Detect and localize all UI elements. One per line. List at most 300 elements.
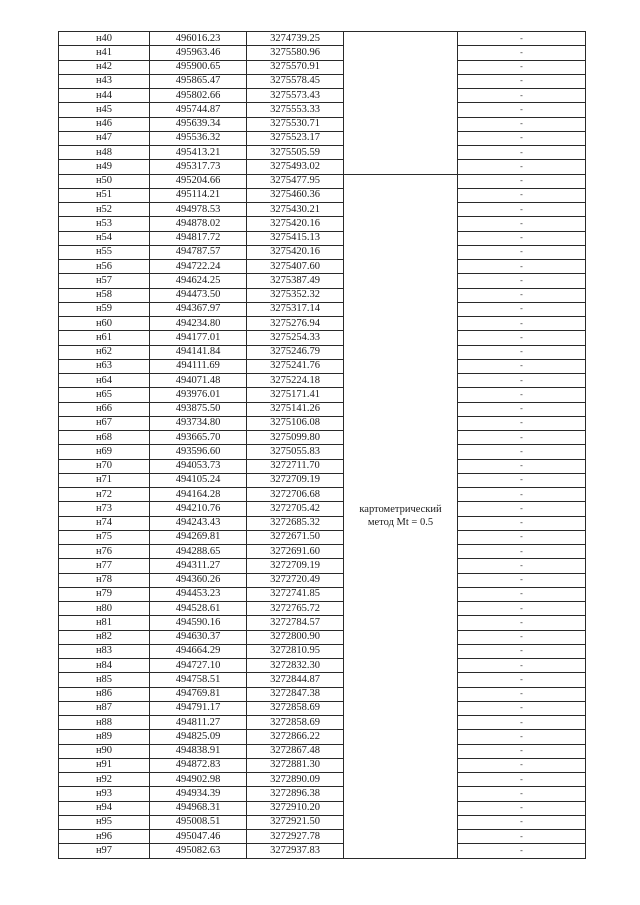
point-number-cell: н97	[59, 844, 150, 858]
point-number-cell: н70	[59, 459, 150, 473]
point-number-cell: н45	[59, 103, 150, 117]
point-number-cell: н77	[59, 559, 150, 573]
accuracy-cell	[458, 89, 586, 103]
table-row	[59, 815, 586, 829]
y-coordinate-cell: 3272709.19	[247, 559, 344, 573]
coordinates-table	[58, 31, 586, 859]
accuracy-cell	[458, 188, 586, 202]
x-coordinate-cell: 494825.09	[150, 730, 247, 744]
accuracy-cell	[458, 758, 586, 772]
table-row	[59, 146, 586, 160]
x-coordinate-cell: 494071.48	[150, 374, 247, 388]
x-coordinate-cell: 493875.50	[150, 402, 247, 416]
accuracy-cell	[458, 231, 586, 245]
accuracy-cell	[458, 402, 586, 416]
accuracy-cell	[458, 32, 586, 46]
accuracy-value: -	[520, 218, 523, 228]
table-row	[59, 402, 586, 416]
table-row	[59, 801, 586, 815]
point-number-cell: н61	[59, 331, 150, 345]
accuracy-cell	[458, 288, 586, 302]
table-row	[59, 559, 586, 573]
accuracy-cell	[458, 345, 586, 359]
table-row	[59, 445, 586, 459]
table-row	[59, 317, 586, 331]
y-coordinate-cell: 3275352.32	[247, 288, 344, 302]
accuracy-cell	[458, 260, 586, 274]
accuracy-value: -	[520, 546, 523, 556]
y-coordinate-cell: 3275224.18	[247, 374, 344, 388]
point-number-cell: н75	[59, 530, 150, 544]
y-coordinate-cell: 3275573.43	[247, 89, 344, 103]
point-number-cell: н76	[59, 545, 150, 559]
x-coordinate-cell: 495204.66	[150, 174, 247, 188]
accuracy-value: -	[520, 275, 523, 285]
accuracy-cell	[458, 815, 586, 829]
table-row	[59, 302, 586, 316]
y-coordinate-cell: 3272691.60	[247, 545, 344, 559]
table-row	[59, 716, 586, 730]
accuracy-value: -	[520, 731, 523, 741]
point-number-cell: н52	[59, 203, 150, 217]
table-row	[59, 730, 586, 744]
x-coordinate-cell: 494141.84	[150, 345, 247, 359]
accuracy-value: -	[520, 290, 523, 300]
table-row	[59, 103, 586, 117]
x-coordinate-cell: 494902.98	[150, 773, 247, 787]
accuracy-cell	[458, 274, 586, 288]
x-coordinate-cell: 494769.81	[150, 687, 247, 701]
table-row	[59, 431, 586, 445]
y-coordinate-cell: 3275460.36	[247, 188, 344, 202]
y-coordinate-cell: 3272890.09	[247, 773, 344, 787]
method-cell-empty	[344, 32, 458, 175]
accuracy-value: -	[520, 560, 523, 570]
x-coordinate-cell: 494758.51	[150, 673, 247, 687]
x-coordinate-cell: 494630.37	[150, 630, 247, 644]
y-coordinate-cell: 3272832.30	[247, 659, 344, 673]
accuracy-value: -	[520, 233, 523, 243]
point-number-cell: н86	[59, 687, 150, 701]
accuracy-cell	[458, 217, 586, 231]
x-coordinate-cell: 494367.97	[150, 302, 247, 316]
point-number-cell: н72	[59, 488, 150, 502]
accuracy-cell	[458, 473, 586, 487]
table-row	[59, 231, 586, 245]
table-row	[59, 374, 586, 388]
x-coordinate-cell: 495536.32	[150, 131, 247, 145]
y-coordinate-cell: 3275141.26	[247, 402, 344, 416]
x-coordinate-cell: 496016.23	[150, 32, 247, 46]
y-coordinate-cell: 3275241.76	[247, 359, 344, 373]
accuracy-cell	[458, 516, 586, 530]
point-number-cell: н90	[59, 744, 150, 758]
table-row	[59, 844, 586, 858]
x-coordinate-cell: 494934.39	[150, 787, 247, 801]
y-coordinate-cell: 3272810.95	[247, 644, 344, 658]
point-number-cell: н56	[59, 260, 150, 274]
point-number-cell: н69	[59, 445, 150, 459]
point-number-cell: н91	[59, 758, 150, 772]
accuracy-cell	[458, 701, 586, 715]
table-row	[59, 117, 586, 131]
accuracy-value: -	[520, 689, 523, 699]
y-coordinate-cell: 3272765.72	[247, 602, 344, 616]
table-row	[59, 687, 586, 701]
accuracy-cell	[458, 844, 586, 858]
x-coordinate-cell: 494528.61	[150, 602, 247, 616]
accuracy-value: -	[520, 475, 523, 485]
table-row	[59, 89, 586, 103]
y-coordinate-cell: 3272671.50	[247, 530, 344, 544]
accuracy-value: -	[520, 703, 523, 713]
accuracy-cell	[458, 559, 586, 573]
accuracy-value: -	[520, 176, 523, 186]
accuracy-value: -	[520, 318, 523, 328]
y-coordinate-cell: 3275106.08	[247, 416, 344, 430]
x-coordinate-cell: 494234.80	[150, 317, 247, 331]
accuracy-cell	[458, 687, 586, 701]
accuracy-value: -	[520, 774, 523, 784]
x-coordinate-cell: 493734.80	[150, 416, 247, 430]
y-coordinate-cell: 3275171.41	[247, 388, 344, 402]
x-coordinate-cell: 494053.73	[150, 459, 247, 473]
accuracy-value: -	[520, 361, 523, 371]
table-row	[59, 673, 586, 687]
accuracy-value: -	[520, 190, 523, 200]
accuracy-cell	[458, 616, 586, 630]
x-coordinate-cell: 494727.10	[150, 659, 247, 673]
table-row	[59, 60, 586, 74]
accuracy-value: -	[520, 261, 523, 271]
x-coordinate-cell: 494878.02	[150, 217, 247, 231]
accuracy-cell	[458, 587, 586, 601]
table-row	[59, 74, 586, 88]
point-number-cell: н89	[59, 730, 150, 744]
x-coordinate-cell: 494473.50	[150, 288, 247, 302]
y-coordinate-cell: 3272921.50	[247, 815, 344, 829]
accuracy-value: -	[520, 332, 523, 342]
accuracy-cell	[458, 530, 586, 544]
y-coordinate-cell: 3272910.20	[247, 801, 344, 815]
point-number-cell: н63	[59, 359, 150, 373]
y-coordinate-cell: 3275420.16	[247, 245, 344, 259]
point-number-cell: н64	[59, 374, 150, 388]
x-coordinate-cell: 494791.17	[150, 701, 247, 715]
accuracy-cell	[458, 659, 586, 673]
accuracy-value: -	[520, 446, 523, 456]
accuracy-cell	[458, 459, 586, 473]
accuracy-cell	[458, 801, 586, 815]
table-row	[59, 488, 586, 502]
x-coordinate-cell: 495047.46	[150, 830, 247, 844]
accuracy-value: -	[520, 133, 523, 143]
table-row	[59, 516, 586, 530]
table-row	[59, 830, 586, 844]
table-row	[59, 331, 586, 345]
accuracy-cell	[458, 502, 586, 516]
point-number-cell: н49	[59, 160, 150, 174]
accuracy-value: -	[520, 589, 523, 599]
point-number-cell: н53	[59, 217, 150, 231]
y-coordinate-cell: 3272711.70	[247, 459, 344, 473]
point-number-cell: н81	[59, 616, 150, 630]
accuracy-cell	[458, 203, 586, 217]
x-coordinate-cell: 494453.23	[150, 587, 247, 601]
accuracy-value: -	[520, 518, 523, 528]
accuracy-cell	[458, 644, 586, 658]
table-row	[59, 773, 586, 787]
y-coordinate-cell: 3272706.68	[247, 488, 344, 502]
y-coordinate-cell: 3275415.13	[247, 231, 344, 245]
table-row	[59, 260, 586, 274]
method-accuracy: метод Mt = 0.5	[367, 517, 434, 528]
accuracy-cell	[458, 131, 586, 145]
accuracy-cell	[458, 730, 586, 744]
point-number-cell: н66	[59, 402, 150, 416]
x-coordinate-cell: 495744.87	[150, 103, 247, 117]
accuracy-cell	[458, 445, 586, 459]
coordinates-table-body	[59, 32, 586, 859]
accuracy-cell	[458, 830, 586, 844]
point-number-cell: н65	[59, 388, 150, 402]
accuracy-value: -	[520, 646, 523, 656]
table-row	[59, 530, 586, 544]
point-number-cell: н83	[59, 644, 150, 658]
accuracy-value: -	[520, 845, 523, 855]
table-row	[59, 573, 586, 587]
point-number-cell: н44	[59, 89, 150, 103]
x-coordinate-cell: 494164.28	[150, 488, 247, 502]
accuracy-cell	[458, 174, 586, 188]
accuracy-value: -	[520, 831, 523, 841]
y-coordinate-cell: 3272709.19	[247, 473, 344, 487]
y-coordinate-cell: 3275578.45	[247, 74, 344, 88]
y-coordinate-cell: 3275553.33	[247, 103, 344, 117]
y-coordinate-cell: 3272741.85	[247, 587, 344, 601]
accuracy-cell	[458, 431, 586, 445]
table-row	[59, 758, 586, 772]
x-coordinate-cell: 493665.70	[150, 431, 247, 445]
accuracy-value: -	[520, 674, 523, 684]
accuracy-cell	[458, 74, 586, 88]
table-row	[59, 602, 586, 616]
accuracy-cell	[458, 117, 586, 131]
accuracy-cell	[458, 388, 586, 402]
accuracy-value: -	[520, 347, 523, 357]
point-number-cell: н47	[59, 131, 150, 145]
accuracy-cell	[458, 545, 586, 559]
point-number-cell: н68	[59, 431, 150, 445]
y-coordinate-cell: 3274739.25	[247, 32, 344, 46]
point-number-cell: н62	[59, 345, 150, 359]
table-row	[59, 630, 586, 644]
y-coordinate-cell: 3272937.83	[247, 844, 344, 858]
accuracy-cell	[458, 245, 586, 259]
accuracy-value: -	[520, 104, 523, 114]
y-coordinate-cell: 3275317.14	[247, 302, 344, 316]
accuracy-value: -	[520, 760, 523, 770]
table-row	[59, 188, 586, 202]
x-coordinate-cell: 494269.81	[150, 530, 247, 544]
accuracy-value: -	[520, 803, 523, 813]
point-number-cell: н82	[59, 630, 150, 644]
table-row	[59, 787, 586, 801]
x-coordinate-cell: 494664.29	[150, 644, 247, 658]
table-row	[59, 46, 586, 60]
x-coordinate-cell: 494978.53	[150, 203, 247, 217]
accuracy-cell	[458, 787, 586, 801]
accuracy-value: -	[520, 461, 523, 471]
accuracy-value: -	[520, 389, 523, 399]
y-coordinate-cell: 3275276.94	[247, 317, 344, 331]
accuracy-cell	[458, 374, 586, 388]
point-number-cell: н46	[59, 117, 150, 131]
point-number-cell: н87	[59, 701, 150, 715]
accuracy-value: -	[520, 532, 523, 542]
y-coordinate-cell: 3272844.87	[247, 673, 344, 687]
point-number-cell: н50	[59, 174, 150, 188]
accuracy-value: -	[520, 76, 523, 86]
point-number-cell: н42	[59, 60, 150, 74]
accuracy-value: -	[520, 817, 523, 827]
point-number-cell: н94	[59, 801, 150, 815]
accuracy-value: -	[520, 247, 523, 257]
table-row	[59, 459, 586, 473]
y-coordinate-cell: 3272927.78	[247, 830, 344, 844]
table-row	[59, 131, 586, 145]
accuracy-value: -	[520, 375, 523, 385]
accuracy-value: -	[520, 404, 523, 414]
table-row	[59, 388, 586, 402]
point-number-cell: н78	[59, 573, 150, 587]
accuracy-cell	[458, 573, 586, 587]
y-coordinate-cell: 3275430.21	[247, 203, 344, 217]
accuracy-cell	[458, 160, 586, 174]
accuracy-cell	[458, 46, 586, 60]
y-coordinate-cell: 3275505.59	[247, 146, 344, 160]
accuracy-value: -	[520, 304, 523, 314]
x-coordinate-cell: 494111.69	[150, 359, 247, 373]
y-coordinate-cell: 3275420.16	[247, 217, 344, 231]
accuracy-value: -	[520, 432, 523, 442]
accuracy-value: -	[520, 632, 523, 642]
y-coordinate-cell: 3272784.57	[247, 616, 344, 630]
y-coordinate-cell: 3272720.49	[247, 573, 344, 587]
accuracy-value: -	[520, 575, 523, 585]
accuracy-value: -	[520, 418, 523, 428]
y-coordinate-cell: 3275477.95	[247, 174, 344, 188]
y-coordinate-cell: 3275523.17	[247, 131, 344, 145]
accuracy-value: -	[520, 62, 523, 72]
y-coordinate-cell: 3272858.69	[247, 701, 344, 715]
point-number-cell: н67	[59, 416, 150, 430]
point-number-cell: н92	[59, 773, 150, 787]
point-number-cell: н84	[59, 659, 150, 673]
x-coordinate-cell: 495114.21	[150, 188, 247, 202]
x-coordinate-cell: 494210.76	[150, 502, 247, 516]
y-coordinate-cell: 3275387.49	[247, 274, 344, 288]
table-row	[59, 217, 586, 231]
point-number-cell: н73	[59, 502, 150, 516]
accuracy-value: -	[520, 119, 523, 129]
accuracy-cell	[458, 716, 586, 730]
accuracy-value: -	[520, 746, 523, 756]
accuracy-cell	[458, 673, 586, 687]
table-row	[59, 32, 586, 46]
table-row	[59, 359, 586, 373]
accuracy-value: -	[520, 788, 523, 798]
x-coordinate-cell: 494311.27	[150, 559, 247, 573]
accuracy-value: -	[520, 204, 523, 214]
point-number-cell: н79	[59, 587, 150, 601]
accuracy-value: -	[520, 489, 523, 499]
point-number-cell: н60	[59, 317, 150, 331]
y-coordinate-cell: 3275254.33	[247, 331, 344, 345]
x-coordinate-cell: 494288.65	[150, 545, 247, 559]
accuracy-cell	[458, 602, 586, 616]
x-coordinate-cell: 494817.72	[150, 231, 247, 245]
x-coordinate-cell: 494177.01	[150, 331, 247, 345]
table-row	[59, 174, 586, 188]
accuracy-value: -	[520, 603, 523, 613]
table-row	[59, 245, 586, 259]
x-coordinate-cell: 495963.46	[150, 46, 247, 60]
point-number-cell: н58	[59, 288, 150, 302]
y-coordinate-cell: 3272800.90	[247, 630, 344, 644]
accuracy-cell	[458, 302, 586, 316]
accuracy-cell	[458, 60, 586, 74]
point-number-cell: н88	[59, 716, 150, 730]
accuracy-value: -	[520, 503, 523, 513]
x-coordinate-cell: 495317.73	[150, 160, 247, 174]
accuracy-cell	[458, 773, 586, 787]
y-coordinate-cell: 3272858.69	[247, 716, 344, 730]
x-coordinate-cell: 494105.24	[150, 473, 247, 487]
point-number-cell: н74	[59, 516, 150, 530]
y-coordinate-cell: 3272896.38	[247, 787, 344, 801]
x-coordinate-cell: 495008.51	[150, 815, 247, 829]
accuracy-value: -	[520, 47, 523, 57]
x-coordinate-cell: 494787.57	[150, 245, 247, 259]
y-coordinate-cell: 3272685.32	[247, 516, 344, 530]
x-coordinate-cell: 495082.63	[150, 844, 247, 858]
x-coordinate-cell: 495802.66	[150, 89, 247, 103]
y-coordinate-cell: 3272847.38	[247, 687, 344, 701]
point-number-cell: н48	[59, 146, 150, 160]
y-coordinate-cell: 3272881.30	[247, 758, 344, 772]
y-coordinate-cell: 3275407.60	[247, 260, 344, 274]
y-coordinate-cell: 3275493.02	[247, 160, 344, 174]
table-row	[59, 203, 586, 217]
x-coordinate-cell: 494243.43	[150, 516, 247, 530]
x-coordinate-cell: 495413.21	[150, 146, 247, 160]
point-number-cell: н55	[59, 245, 150, 259]
table-row	[59, 616, 586, 630]
x-coordinate-cell: 494624.25	[150, 274, 247, 288]
table-row	[59, 701, 586, 715]
accuracy-cell	[458, 146, 586, 160]
accuracy-cell	[458, 488, 586, 502]
table-row	[59, 659, 586, 673]
table-row	[59, 416, 586, 430]
accuracy-value: -	[520, 617, 523, 627]
y-coordinate-cell: 3275055.83	[247, 445, 344, 459]
accuracy-value: -	[520, 717, 523, 727]
method-name: картометрический	[359, 504, 442, 515]
table-row	[59, 345, 586, 359]
y-coordinate-cell: 3272867.48	[247, 744, 344, 758]
